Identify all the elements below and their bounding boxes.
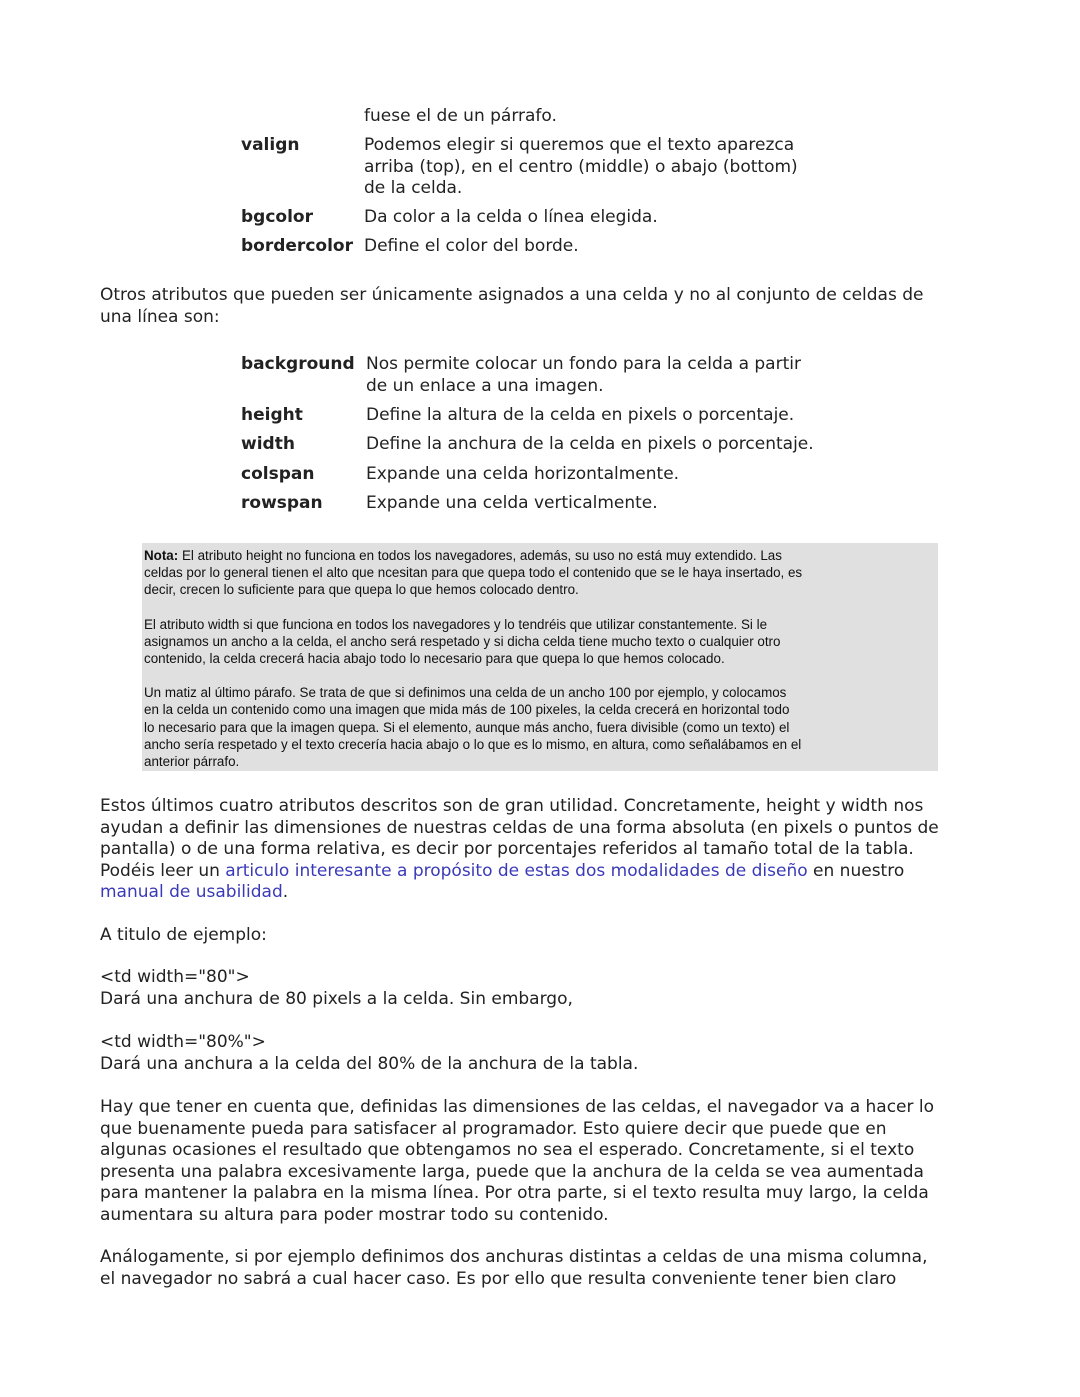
note-line: ancho sería respetado y el texto crecería hacia abajo o lo que es lo mismo, en altura, como señalábamos en el bbox=[144, 736, 802, 752]
text-segment: Podéis leer un bbox=[100, 860, 226, 881]
desc-colspan: Expande una celda horizontalmente. bbox=[366, 464, 680, 484]
note-line: lo necesario para que la imagen quepa. Si el elemento, aunque más ancho, fuera divisible (como un texto) el bbox=[144, 719, 790, 735]
note-line: El atributo width si que funciona en todos los navegadores y lo tendréis que utilizar constantemente. Si le bbox=[144, 616, 768, 632]
example-1 bbox=[100, 967, 573, 1010]
desc-line: de la celda. bbox=[364, 178, 463, 198]
term-rowspan: rowspan bbox=[241, 493, 323, 513]
note-line: en la celda un contenido como una imagen que mida más de 100 pixeles, la celda crecerá en horizontal todo bbox=[144, 702, 790, 718]
desc-height: Define la altura de la celda en pixels o porcentaje. bbox=[366, 405, 795, 425]
note-line: contenido, la celda crecerá hacia abajo todo lo necesario para que quepa lo que hemos colocado. bbox=[144, 651, 725, 667]
text-line: pantalla) o de una forma relativa, es decir por porcentajes referidos al tamaño total de la tabla. bbox=[100, 839, 914, 859]
text-line: presenta una palabra excesivamente larga, puede que la anchura de la celda se vea aumentada bbox=[100, 1161, 924, 1182]
paragraph-dimensions bbox=[100, 796, 939, 904]
text-line: Estos últimos cuatro atributos descritos son de gran utilidad. Concretamente, height y width nos bbox=[100, 796, 924, 816]
code-line: <td width="80%"> bbox=[100, 1032, 266, 1052]
text-line: ayudan a definir las dimensiones de nuestras celdas de una forma absoluta (en pixels o puntos de bbox=[100, 817, 939, 838]
example-2 bbox=[100, 1032, 638, 1075]
note-line: anterior párrafo. bbox=[144, 754, 240, 770]
text-line bbox=[100, 861, 939, 883]
note-line: El atributo height no funciona en todos los navegadores, además, su uso no está muy extendido. Las bbox=[178, 548, 782, 563]
text-line: aumentara su altura para poder mostrar todo su contenido. bbox=[100, 1204, 609, 1225]
article-link[interactable]: articulo interesante a propósito de estas dos modalidades de diseño bbox=[225, 860, 808, 881]
term-valign: valign bbox=[241, 135, 300, 155]
note-line: decir, crecen lo suficiente para que quepa lo que hemos colocado dentro. bbox=[144, 582, 579, 598]
text-segment: en nuestro bbox=[807, 860, 905, 881]
note-line: celdas por lo general tienen el alto que ncesitan para que quepa todo el contenido que se le haya insertado, es bbox=[144, 565, 803, 581]
note-line: Un matiz al último párafo. Se trata de que si definimos una celda de un ancho 100 por ejemplo, y colocamos bbox=[144, 685, 787, 701]
text-line: algunas ocasiones el resultado que obtengamos no sea el esperado. Concretamente, si el texto bbox=[100, 1140, 915, 1160]
code-line: <td width="80"> bbox=[100, 967, 250, 987]
note-paragraph-1 bbox=[144, 547, 938, 599]
term-width: width bbox=[241, 434, 295, 454]
term-bordercolor: bordercolor bbox=[241, 236, 353, 256]
desc-line: de un enlace a una imagen. bbox=[366, 375, 604, 396]
text-line bbox=[100, 882, 939, 904]
term-bgcolor: bgcolor bbox=[241, 207, 313, 227]
note-paragraph-2 bbox=[144, 616, 938, 668]
note-line: asignamos un ancho a la celda, el ancho será respetado y si dicha celda tiene mucho texto o cualquier otro bbox=[144, 633, 781, 649]
paragraph-browser-behavior bbox=[100, 1097, 934, 1226]
definition-continuation: fuese el de un párrafo. bbox=[364, 106, 557, 126]
note-paragraph-3 bbox=[144, 684, 938, 770]
desc-bgcolor: Da color a la celda o línea elegida. bbox=[364, 207, 658, 227]
text-line: que buenamente pueda para satisfacer al programador. Esto quiere decir que puede que en bbox=[100, 1118, 887, 1139]
text-line: Dará una anchura a la celda del 80% de la anchura de la tabla. bbox=[100, 1053, 639, 1074]
desc-width: Define la anchura de la celda en pixels o porcentaje. bbox=[366, 434, 814, 454]
desc-line: Nos permite colocar un fondo para la celda a partir bbox=[366, 354, 801, 374]
desc-bordercolor: Define el color del borde. bbox=[364, 236, 579, 256]
text-line: una línea son: bbox=[100, 306, 220, 327]
term-background: background bbox=[241, 354, 355, 374]
term-height: height bbox=[241, 405, 303, 425]
text-line: Análogamente, si por ejemplo definimos dos anchuras distintas a celdas de una misma columna, bbox=[100, 1247, 928, 1267]
usability-manual-link[interactable]: manual de usabilidad bbox=[100, 882, 283, 902]
text-line: Otros atributos que pueden ser únicamente asignados a una celda y no al conjunto de celdas de bbox=[100, 285, 924, 305]
text-line: el navegador no sabrá a cual hacer caso. Es por ello que resulta conveniente tener bien claro bbox=[100, 1268, 897, 1289]
example-intro: A titulo de ejemplo: bbox=[100, 925, 267, 945]
text-line: Hay que tener en cuenta que, definidas las dimensiones de las celdas, el navegador va a hacer lo bbox=[100, 1097, 935, 1117]
desc-line: Podemos elegir si queremos que el texto aparezca bbox=[364, 135, 795, 155]
term-colspan: colspan bbox=[241, 464, 315, 484]
desc-background bbox=[366, 354, 801, 397]
paragraph-analogously bbox=[100, 1247, 928, 1290]
text-segment: . bbox=[282, 882, 289, 902]
paragraph-other-attributes bbox=[100, 285, 923, 328]
desc-rowspan: Expande una celda verticalmente. bbox=[366, 493, 658, 513]
text-line: para mantener la palabra en la misma línea. Por otra parte, si el texto resulta muy largo, la celda bbox=[100, 1183, 929, 1203]
desc-valign bbox=[364, 135, 798, 200]
note-box bbox=[142, 543, 938, 771]
note-label: Nota: bbox=[144, 548, 179, 563]
desc-line: arriba (top), en el centro (middle) o abajo (bottom) bbox=[364, 156, 798, 177]
text-line: Dará una anchura de 80 pixels a la celda. Sin embargo, bbox=[100, 988, 573, 1009]
